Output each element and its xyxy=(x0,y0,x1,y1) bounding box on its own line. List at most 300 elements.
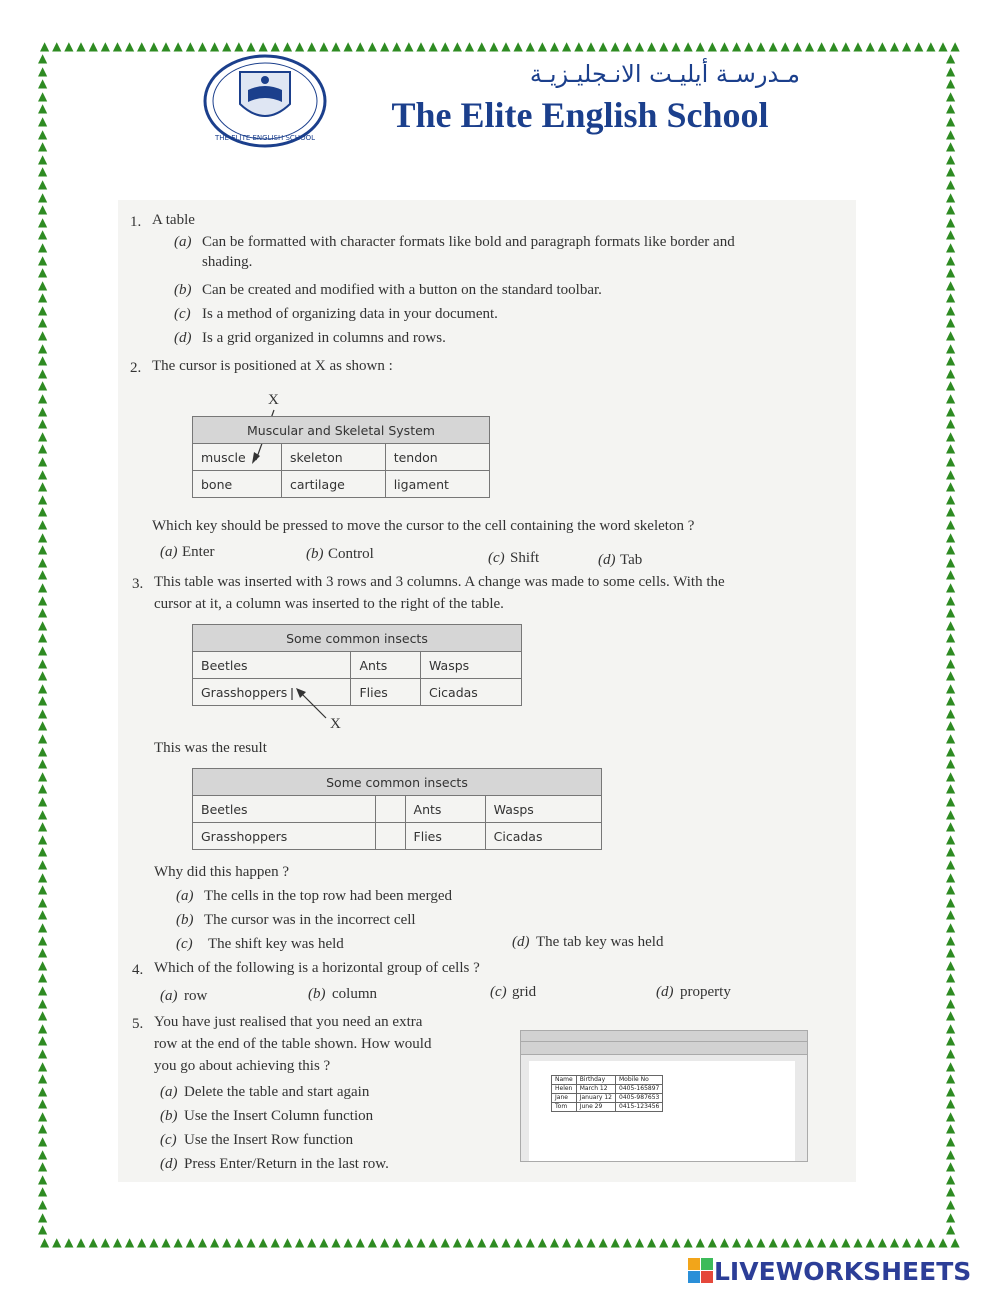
tree-icon: ▲ xyxy=(610,39,620,53)
tree-icon: ▲ xyxy=(38,1134,48,1149)
tree-icon: ▲ xyxy=(946,328,956,343)
tree-icon: ▲ xyxy=(513,39,523,53)
q2-option-d-text: Tab xyxy=(620,552,643,568)
screenshot-header-cell: Name xyxy=(552,1076,577,1085)
tree-icon: ▲ xyxy=(946,1045,956,1060)
q2-table-title: Muscular and Skeletal System xyxy=(193,417,490,444)
tree-icon: ▲ xyxy=(562,1235,572,1249)
tree-icon: ▲ xyxy=(38,819,48,834)
tree-icon: ▲ xyxy=(946,441,956,456)
tree-icon: ▲ xyxy=(946,189,956,204)
tree-icon: ▲ xyxy=(829,1235,839,1249)
tree-icon: ▲ xyxy=(38,844,48,859)
q1-stem: A table xyxy=(152,212,195,228)
tree-icon: ▲ xyxy=(38,189,48,204)
tree-icon: ▲ xyxy=(756,1235,766,1249)
tree-icon: ▲ xyxy=(946,529,956,544)
liveworksheets-wordmark: LIVEWORKSHEETS xyxy=(714,1256,972,1286)
tree-icon: ▲ xyxy=(946,290,956,305)
tree-icon: ▲ xyxy=(671,1235,681,1249)
screenshot-header-cell: Birthday xyxy=(576,1076,615,1085)
tree-icon: ▲ xyxy=(38,680,48,695)
tree-icon: ▲ xyxy=(52,1235,62,1249)
tree-icon: ▲ xyxy=(946,743,956,758)
q3-result-label: This was the result xyxy=(154,740,267,756)
tree-icon: ▲ xyxy=(38,302,48,317)
tree-icon: ▲ xyxy=(946,126,956,141)
tree-icon: ▲ xyxy=(829,39,839,53)
tree-icon: ▲ xyxy=(38,63,48,78)
q5-option-b-label: (b) xyxy=(160,1108,178,1124)
q2-number: 2. xyxy=(130,360,142,376)
tree-icon: ▲ xyxy=(38,88,48,103)
tree-icon: ▲ xyxy=(38,705,48,720)
tree-icon: ▲ xyxy=(946,63,956,78)
tree-icon: ▲ xyxy=(38,756,48,771)
tree-icon: ▲ xyxy=(946,1134,956,1149)
tree-icon: ▲ xyxy=(946,1108,956,1123)
tree-icon: ▲ xyxy=(946,113,956,128)
tree-icon: ▲ xyxy=(124,1235,135,1249)
tree-icon: ▲ xyxy=(525,1235,535,1249)
tree-icon: ▲ xyxy=(161,39,171,53)
q3-stem-line2: cursor at it, a column was inserted to the right of the table. xyxy=(154,596,504,612)
tree-icon: ▲ xyxy=(38,239,48,254)
tree-icon: ▲ xyxy=(209,1235,220,1249)
tree-icon: ▲ xyxy=(946,1222,956,1237)
tree-icon: ▲ xyxy=(877,39,887,53)
q4-option-b-text: column xyxy=(332,986,377,1002)
tree-icon: ▲ xyxy=(258,1235,268,1249)
screenshot-cell: March 12 xyxy=(576,1085,615,1094)
tree-icon: ▲ xyxy=(946,340,956,355)
tree-icon: ▲ xyxy=(246,1235,256,1249)
tree-icon: ▲ xyxy=(38,806,48,821)
liveworksheets-logo-icon xyxy=(688,1258,714,1284)
tree-icon: ▲ xyxy=(38,340,48,355)
tree-icon: ▲ xyxy=(52,39,62,53)
tree-icon: ▲ xyxy=(744,1235,754,1249)
tree-icon: ▲ xyxy=(38,1083,48,1098)
tree-icon: ▲ xyxy=(501,39,511,53)
tree-icon: ▲ xyxy=(38,516,48,531)
tree-icon: ▲ xyxy=(946,982,956,997)
tree-icon: ▲ xyxy=(38,1121,48,1136)
tree-icon: ▲ xyxy=(946,139,956,154)
screenshot-cell: 0405-165897 xyxy=(616,1085,663,1094)
tree-icon: ▲ xyxy=(440,1235,450,1249)
q2-option-b-text: Control xyxy=(328,546,374,562)
tree-icon: ▲ xyxy=(38,51,48,65)
tree-icon: ▲ xyxy=(38,831,48,846)
tree-icon: ▲ xyxy=(695,1235,705,1249)
tree-icon: ▲ xyxy=(732,1235,742,1249)
tree-icon: ▲ xyxy=(38,579,48,594)
q2-question: Which key should be pressed to move the cursor to the cell containing the word skeleton ? xyxy=(152,518,695,534)
tree-icon: ▲ xyxy=(416,39,426,53)
tree-icon: ▲ xyxy=(946,239,956,254)
tree-icon: ▲ xyxy=(100,1235,110,1249)
q3-table1-cell: Cicadas xyxy=(420,679,521,706)
tree-icon: ▲ xyxy=(222,1235,232,1249)
tree-icon: ▲ xyxy=(853,1235,863,1249)
tree-icon: ▲ xyxy=(38,252,48,267)
tree-icon: ▲ xyxy=(38,731,48,746)
tree-icon: ▲ xyxy=(38,227,48,242)
q3-option-b-text: The cursor was in the incorrect cell xyxy=(204,912,416,928)
tree-icon: ▲ xyxy=(946,705,956,720)
q1-option-c-text: Is a method of organizing data in your document. xyxy=(202,306,498,322)
tree-icon: ▲ xyxy=(946,768,956,783)
tree-icon: ▲ xyxy=(946,76,956,91)
tree-icon: ▲ xyxy=(38,617,48,632)
screenshot-cell: Jane xyxy=(552,1094,577,1103)
tree-icon: ▲ xyxy=(946,894,956,909)
tree-icon: ▲ xyxy=(76,1235,86,1249)
tree-icon: ▲ xyxy=(38,315,48,330)
tree-icon: ▲ xyxy=(38,919,48,934)
tree-icon: ▲ xyxy=(780,39,790,53)
q3-option-c-text: The shift key was held xyxy=(208,936,344,952)
tree-icon: ▲ xyxy=(38,353,48,368)
tree-icon: ▲ xyxy=(64,1235,74,1249)
tree-icon: ▲ xyxy=(647,1235,657,1249)
tree-icon: ▲ xyxy=(38,151,48,166)
q3-option-d-label: (d) xyxy=(512,934,530,950)
tree-icon: ▲ xyxy=(946,542,956,557)
q3-table2-cell xyxy=(375,823,405,850)
svg-text:THE ELITE ENGLISH SCHOOL: THE ELITE ENGLISH SCHOOL xyxy=(215,134,315,142)
tree-icon: ▲ xyxy=(38,277,48,292)
tree-icon: ▲ xyxy=(877,1235,887,1249)
tree-icon: ▲ xyxy=(40,39,50,53)
q5-option-b-text: Use the Insert Column function xyxy=(184,1108,374,1124)
tree-icon: ▲ xyxy=(695,39,705,53)
q4-option-a-label: (a) xyxy=(160,988,178,1004)
tree-icon: ▲ xyxy=(950,1235,960,1249)
tree-icon: ▲ xyxy=(946,365,956,380)
tree-icon: ▲ xyxy=(901,39,912,53)
q4-option-c-label: (c) xyxy=(490,984,507,1000)
tree-icon: ▲ xyxy=(379,1235,390,1249)
tree-icon: ▲ xyxy=(946,1184,956,1199)
tree-icon: ▲ xyxy=(38,1058,48,1073)
tree-icon: ▲ xyxy=(780,1235,790,1249)
q3-table2-cell: Cicadas xyxy=(485,823,601,850)
q1-option-d-text: Is a grid organized in columns and rows. xyxy=(202,330,446,346)
tree-icon: ▲ xyxy=(914,1235,924,1249)
tree-icon: ▲ xyxy=(946,831,956,846)
q3-table1-cell: Beetles xyxy=(193,652,351,679)
tree-icon: ▲ xyxy=(804,1235,815,1249)
tree-icon: ▲ xyxy=(586,1235,596,1249)
tree-icon: ▲ xyxy=(38,768,48,783)
tree-icon: ▲ xyxy=(38,718,48,733)
tree-icon: ▲ xyxy=(367,1235,378,1249)
tree-icon: ▲ xyxy=(319,39,329,53)
tree-icon: ▲ xyxy=(683,1235,693,1249)
tree-icon: ▲ xyxy=(38,605,48,620)
q4-option-b-label: (b) xyxy=(308,986,326,1002)
tree-icon: ▲ xyxy=(38,491,48,506)
tree-icon: ▲ xyxy=(112,1235,123,1249)
tree-icon: ▲ xyxy=(501,1235,511,1249)
tree-icon: ▲ xyxy=(440,39,450,53)
tree-icon: ▲ xyxy=(659,39,669,53)
tree-icon: ▲ xyxy=(38,403,48,418)
tree-icon: ▲ xyxy=(946,516,956,531)
q3-table2-cell: Beetles xyxy=(193,796,376,823)
screenshot-toolbar xyxy=(521,1042,807,1055)
q5-option-a-text: Delete the table and start again xyxy=(184,1084,370,1100)
school-logo xyxy=(200,52,330,150)
tree-icon: ▲ xyxy=(719,39,730,53)
tree-icon: ▲ xyxy=(38,668,48,683)
tree-icon: ▲ xyxy=(549,39,560,53)
tree-icon: ▲ xyxy=(38,76,48,91)
tree-icon: ▲ xyxy=(246,39,256,53)
tree-icon: ▲ xyxy=(946,315,956,330)
tree-icon: ▲ xyxy=(946,378,956,393)
q5-option-c-text: Use the Insert Row function xyxy=(184,1132,354,1148)
q3-table2-cell: Wasps xyxy=(485,796,601,823)
tree-icon: ▲ xyxy=(38,1096,48,1111)
tree-icon: ▲ xyxy=(946,1020,956,1035)
tree-icon: ▲ xyxy=(38,857,48,871)
q4-option-d-text: property xyxy=(680,984,731,1000)
tree-icon: ▲ xyxy=(946,869,956,884)
tree-icon: ▲ xyxy=(719,1235,730,1249)
tree-icon: ▲ xyxy=(38,957,48,972)
tree-icon: ▲ xyxy=(38,1020,48,1035)
tree-icon: ▲ xyxy=(946,479,956,494)
tree-icon: ▲ xyxy=(38,466,48,481)
tree-icon: ▲ xyxy=(282,39,293,53)
tree-icon: ▲ xyxy=(946,1033,956,1048)
tree-icon: ▲ xyxy=(392,39,402,53)
tree-icon: ▲ xyxy=(428,39,438,53)
border-bottom xyxy=(40,1236,960,1248)
screenshot-cell: Tom xyxy=(552,1103,577,1112)
q2-cell: bone xyxy=(193,471,282,498)
tree-icon: ▲ xyxy=(946,353,956,368)
tree-icon: ▲ xyxy=(946,655,956,670)
tree-icon: ▲ xyxy=(707,39,717,53)
tree-icon: ▲ xyxy=(622,1235,632,1249)
tree-icon: ▲ xyxy=(707,1235,717,1249)
tree-icon: ▲ xyxy=(355,1235,365,1249)
tree-icon: ▲ xyxy=(38,214,48,229)
tree-icon: ▲ xyxy=(946,277,956,292)
tree-icon: ▲ xyxy=(38,1108,48,1123)
q3-table1-title: Some common insects xyxy=(193,625,522,652)
tree-icon: ▲ xyxy=(549,1235,560,1249)
tree-icon: ▲ xyxy=(40,1235,50,1249)
q2-option-b-label: (b) xyxy=(306,546,324,562)
q1-option-b-label: (b) xyxy=(174,282,192,298)
q5-option-d-text: Press Enter/Return in the last row. xyxy=(184,1156,389,1172)
tree-icon: ▲ xyxy=(343,39,353,53)
tree-icon: ▲ xyxy=(946,693,956,708)
tree-icon: ▲ xyxy=(537,1235,547,1249)
tree-icon: ▲ xyxy=(38,1209,48,1224)
q2-option-c-label: (c) xyxy=(488,550,505,566)
tree-icon: ▲ xyxy=(537,39,547,53)
tree-icon: ▲ xyxy=(307,39,317,53)
tree-icon: ▲ xyxy=(768,1235,778,1249)
q1-option-a-label: (a) xyxy=(174,234,192,250)
border-top xyxy=(40,40,960,52)
tree-icon: ▲ xyxy=(946,1096,956,1111)
tree-icon: ▲ xyxy=(38,126,48,141)
tree-icon: ▲ xyxy=(222,39,232,53)
tree-icon: ▲ xyxy=(659,1235,669,1249)
tree-icon: ▲ xyxy=(946,164,956,179)
tree-icon: ▲ xyxy=(671,39,681,53)
tree-icon: ▲ xyxy=(610,1235,620,1249)
tree-icon: ▲ xyxy=(38,869,48,884)
screenshot-header-cell: Mobile No xyxy=(616,1076,663,1085)
tree-icon: ▲ xyxy=(946,1146,956,1161)
tree-icon: ▲ xyxy=(343,1235,353,1249)
tree-icon: ▲ xyxy=(946,919,956,934)
tree-icon: ▲ xyxy=(946,932,956,947)
tree-icon: ▲ xyxy=(683,39,693,53)
q2-option-c-text: Shift xyxy=(510,550,540,566)
screenshot-cell: 0405-987653 xyxy=(616,1094,663,1103)
tree-icon: ▲ xyxy=(946,718,956,733)
tree-icon: ▲ xyxy=(149,39,159,53)
tree-icon: ▲ xyxy=(946,1159,956,1174)
tree-icon: ▲ xyxy=(598,39,608,53)
tree-icon: ▲ xyxy=(173,1235,183,1249)
tree-icon: ▲ xyxy=(946,567,956,582)
q5-stem-line1: You have just realised that you need an extra xyxy=(154,1014,423,1030)
tree-icon: ▲ xyxy=(294,1235,305,1249)
q4-option-a-text: row xyxy=(184,988,208,1004)
border-right xyxy=(946,52,955,1236)
tree-icon: ▲ xyxy=(38,441,48,456)
tree-icon: ▲ xyxy=(38,1008,48,1023)
tree-icon: ▲ xyxy=(946,416,956,431)
tree-icon: ▲ xyxy=(792,1235,802,1249)
tree-icon: ▲ xyxy=(38,693,48,708)
tree-icon: ▲ xyxy=(634,1235,645,1249)
tree-icon: ▲ xyxy=(946,756,956,771)
q2-stem: The cursor is positioned at X as shown : xyxy=(152,358,393,374)
q2-cell: skeleton xyxy=(282,444,386,471)
tree-icon: ▲ xyxy=(938,39,948,53)
tree-icon: ▲ xyxy=(38,1159,48,1174)
tree-icon: ▲ xyxy=(355,39,365,53)
q4-stem: Which of the following is a horizontal group of cells ? xyxy=(154,960,480,976)
tree-icon: ▲ xyxy=(416,1235,426,1249)
q1-option-b-text: Can be created and modified with a button on the standard toolbar. xyxy=(202,282,602,298)
tree-icon: ▲ xyxy=(946,680,956,695)
tree-icon: ▲ xyxy=(234,1235,244,1249)
tree-icon: ▲ xyxy=(946,794,956,809)
q5-stem-line2: row at the end of the table shown. How would xyxy=(154,1036,432,1052)
tree-icon: ▲ xyxy=(331,1235,341,1249)
tree-icon: ▲ xyxy=(38,504,48,519)
tree-icon: ▲ xyxy=(946,454,956,468)
q3-option-a-text: The cells in the top row had been merged xyxy=(204,888,452,904)
q5-option-c-label: (c) xyxy=(160,1132,177,1148)
q3-table-before xyxy=(192,624,522,706)
tree-icon: ▲ xyxy=(38,1146,48,1161)
screenshot-cell: June 29 xyxy=(576,1103,615,1112)
screenshot-table xyxy=(551,1075,663,1112)
tree-icon: ▲ xyxy=(38,378,48,393)
q2-cell: tendon xyxy=(385,444,489,471)
tree-icon: ▲ xyxy=(841,1235,851,1249)
tree-icon: ▲ xyxy=(946,1083,956,1098)
tree-icon: ▲ xyxy=(946,605,956,620)
q4-number: 4. xyxy=(132,962,144,978)
tree-icon: ▲ xyxy=(124,39,135,53)
tree-icon: ▲ xyxy=(513,1235,523,1249)
school-name: The Elite English School xyxy=(391,95,769,135)
tree-icon: ▲ xyxy=(946,151,956,166)
screenshot-cell: Helen xyxy=(552,1085,577,1094)
tree-icon: ▲ xyxy=(38,101,48,116)
tree-icon: ▲ xyxy=(38,139,48,154)
q3-option-c-label: (c) xyxy=(176,936,193,952)
q3-table1-cell: Ants xyxy=(351,652,421,679)
tree-icon: ▲ xyxy=(756,39,766,53)
q1-option-a-text-cont: shading. xyxy=(202,254,253,270)
tree-icon: ▲ xyxy=(841,39,851,53)
tree-icon: ▲ xyxy=(38,982,48,997)
q4-option-c-text: grid xyxy=(512,984,537,1000)
tree-icon: ▲ xyxy=(946,579,956,594)
tree-icon: ▲ xyxy=(946,391,956,406)
tree-icon: ▲ xyxy=(946,1197,956,1212)
tree-icon: ▲ xyxy=(307,1235,317,1249)
tree-icon: ▲ xyxy=(946,781,956,796)
tree-icon: ▲ xyxy=(817,1235,827,1249)
q3-table1-cell: Grasshoppers xyxy=(193,679,351,706)
tree-icon: ▲ xyxy=(38,454,48,468)
q3-table-after xyxy=(192,768,602,850)
tree-icon: ▲ xyxy=(38,1222,48,1237)
tree-icon: ▲ xyxy=(946,214,956,229)
q2-option-a-label: (a) xyxy=(160,544,178,560)
tree-icon: ▲ xyxy=(185,39,195,53)
tree-icon: ▲ xyxy=(197,1235,208,1249)
tree-icon: ▲ xyxy=(946,101,956,116)
tree-icon: ▲ xyxy=(946,1071,956,1086)
school-header xyxy=(200,52,810,152)
tree-icon: ▲ xyxy=(185,1235,195,1249)
tree-icon: ▲ xyxy=(914,39,924,53)
tree-icon: ▲ xyxy=(112,39,123,53)
q3-table2-cell xyxy=(375,796,405,823)
q4-option-d-label: (d) xyxy=(656,984,674,1000)
tree-icon: ▲ xyxy=(38,265,48,280)
q2-cell: ligament xyxy=(385,471,489,498)
tree-icon: ▲ xyxy=(38,794,48,809)
q3-question: Why did this happen ? xyxy=(154,864,289,880)
tree-icon: ▲ xyxy=(946,970,956,985)
tree-icon: ▲ xyxy=(946,252,956,267)
tree-icon: ▲ xyxy=(38,542,48,557)
tree-icon: ▲ xyxy=(574,1235,584,1249)
q3-table1-cell: Flies xyxy=(351,679,421,706)
arabic-school-title: مـدرسـة أيليـت الانـجليـزيـة xyxy=(529,60,800,88)
tree-icon: ▲ xyxy=(901,1235,912,1249)
tree-icon: ▲ xyxy=(946,1008,956,1023)
